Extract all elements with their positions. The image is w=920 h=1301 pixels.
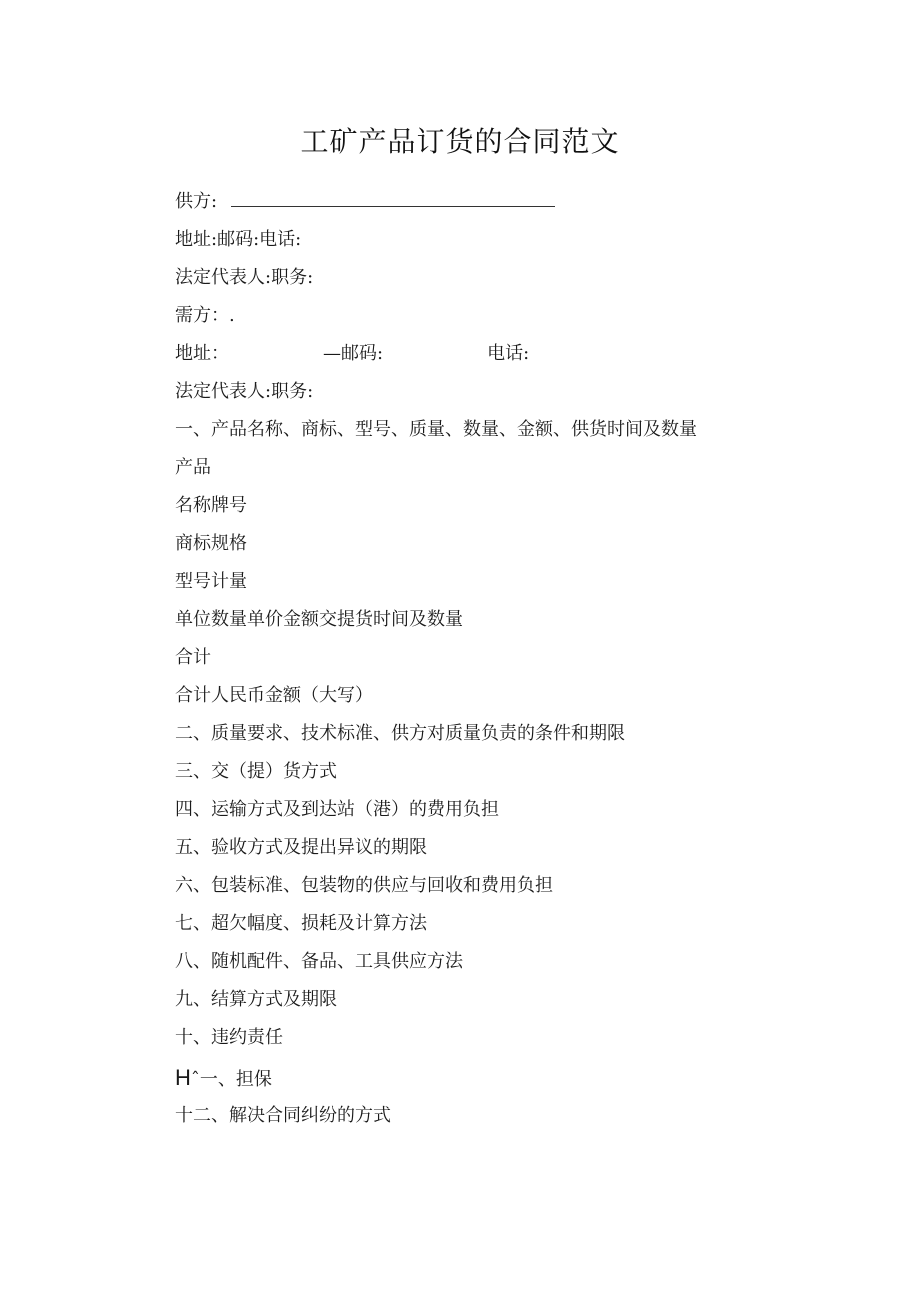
total-line: 合计 [175,647,211,668]
clause-item: 十、违约责任 [175,1027,283,1048]
table-heading-line: 型号计量 [175,571,247,592]
clause-item: 八、随机配件、备品、工具供应方法 [175,951,463,972]
clause-item: 六、包装标准、包装物的供应与回收和费用负担 [175,875,553,896]
clause-item: 三、交（提）货方式 [175,761,337,782]
document-title: 工矿产品订货的合同范文 [300,125,620,158]
clause-item: 五、验收方式及提出异议的期限 [175,837,427,858]
buyer-address-label: 地址： [175,343,229,364]
buyer-phone-label: 电话: [487,343,530,364]
supplier-name-blank [231,190,555,207]
table-heading-line: 商标规格 [175,533,247,554]
buyer-representative-line: 法定代表人:职务: [175,381,314,402]
table-heading-line: 名称牌号 [175,495,247,516]
buyer-line: 需方：. [175,305,235,326]
clause-item-eleven [175,1065,272,1093]
total-amount-line: 合计人民币金额（大写） [175,685,373,706]
supplier-address-line: 地址:邮码:电话: [175,229,302,250]
clause-item: 二、质量要求、技术标准、供方对质量负责的条件和期限 [175,723,625,744]
clause-eleven-prefix: H [175,1065,191,1090]
supplier-label: 供方: [175,191,218,212]
buyer-zip-label: —邮码: [323,343,384,364]
clause-item-twelve: 十二、解决合同纠纷的方式 [175,1105,391,1126]
table-heading-line: 产品 [175,457,211,478]
clause-item: 一、产品名称、商标、型号、质量、数量、金额、供货时间及数量 [175,419,697,440]
clause-item: 七、超欠幅度、损耗及计算方法 [175,913,427,934]
clause-item: 九、结算方式及期限 [175,989,337,1010]
clause-eleven-text: ˆ一、担保 [190,1069,272,1090]
clause-item: 四、运输方式及到达站（港）的费用负担 [175,799,499,820]
supplier-representative-line: 法定代表人:职务: [175,267,314,288]
supplier-line [175,189,555,215]
buyer-address-line [175,341,529,367]
table-heading-line: 单位数量单价金额交提货时间及数量 [175,609,463,630]
